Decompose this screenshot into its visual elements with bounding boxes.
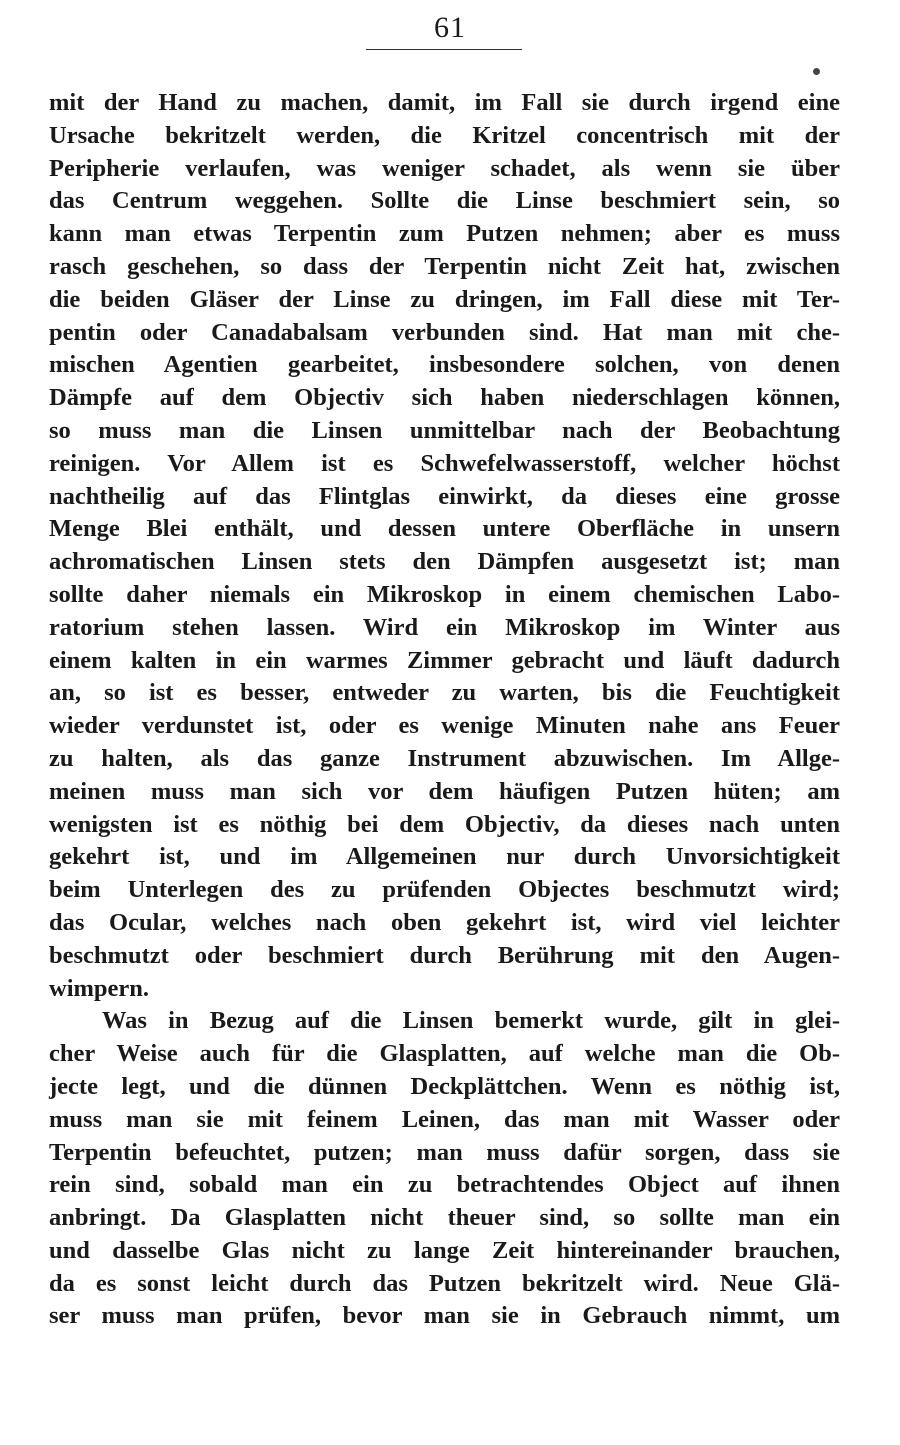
text-line: mit der Hand zu machen, damit, im Fall sie durch irgend eine — [49, 89, 840, 116]
text-line: reinigen. Vor Allem ist es Schwefelwasserstoff, welcher höchst — [49, 449, 840, 477]
text-line: gekehrt ist, und im Allgemeinen nur durch Unvorsichtigkeit — [49, 843, 840, 871]
text-line: da es sonst leicht durch das Putzen bekritzelt wird. Neue Glä- — [49, 1269, 840, 1297]
text-line: beschmutzt oder beschmiert durch Berührung mit den Augen- — [49, 941, 840, 969]
body-text — [49, 87, 840, 1333]
text-line: Terpentin befeuchtet, putzen; man muss dafür sorgen, dass sie — [49, 1138, 840, 1166]
text-line: Menge Blei enthält, und dessen untere Oberfläche in unsern — [49, 515, 840, 543]
text-line: cher Weise auch für die Glasplatten, auf welche man die Ob- — [49, 1040, 840, 1068]
text-line: kann man etwas Terpentin zum Putzen nehmen; aber es muss — [49, 220, 840, 248]
text-line: nachtheilig auf das Flintglas einwirkt, da dieses eine grosse — [49, 482, 840, 510]
text-line: meinen muss man sich vor dem häufigen Putzen hüten; am — [49, 777, 840, 805]
text-line: zu halten, als das ganze Instrument abzuwischen. Im Allge- — [49, 744, 840, 772]
text-line: anbringt. Da Glasplatten nicht theuer sind, so sollte man ein — [49, 1204, 840, 1232]
text-line: muss man sie mit feinem Leinen, das man mit Wasser oder — [49, 1105, 840, 1133]
text-line: mischen Agentien gearbeitet, insbesondere solchen, von denen — [49, 351, 840, 379]
text-line: das Centrum weggehen. Sollte die Linse beschmiert sein, so — [49, 187, 840, 215]
text-line: wieder verdunstet ist, oder es wenige Minuten nahe ans Feuer — [49, 712, 840, 740]
page-number: 61 — [434, 11, 466, 44]
text-line: pentin oder Canadabalsam verbunden sind. Hat man mit che- — [49, 318, 840, 346]
text-line: Was in Bezug auf die Linsen bemerkt wurde, gilt in glei- — [102, 1007, 840, 1035]
text-line: an, so ist es besser, entweder zu warten, bis die Feuchtigkeit — [49, 679, 840, 707]
text-line: einem kalten in ein warmes Zimmer gebracht und läuft dadurch — [49, 646, 840, 674]
text-line: jecte legt, und die dünnen Deckplättchen. Wenn es nöthig ist, — [49, 1072, 840, 1100]
text-line: so muss man die Linsen unmittelbar nach der Beobachtung — [49, 416, 840, 444]
text-line: Ursache bekritzelt werden, die Kritzel concentrisch mit der — [49, 121, 840, 149]
paragraph — [49, 1005, 840, 1333]
header-rule — [366, 49, 522, 50]
text-line: sollte daher niemals ein Mikroskop in einem chemischen Labo- — [49, 580, 840, 608]
text-line: rein sind, sobald man ein zu betrachtendes Object auf ihnen — [49, 1171, 840, 1199]
text-line: ser muss man prüfen, bevor man sie in Gebrauch nimmt, um — [49, 1302, 840, 1330]
text-line: Dämpfe auf dem Objectiv sich haben niederschlagen können, — [49, 384, 840, 412]
text-line: wenigsten ist es nöthig bei dem Objectiv, da dieses nach unten — [49, 810, 840, 838]
text-line: rasch geschehen, so dass der Terpentin nicht Zeit hat, zwischen — [49, 252, 840, 280]
text-line: die beiden Gläser der Linse zu dringen, im Fall diese mit Ter- — [49, 285, 840, 313]
text-line: und dasselbe Glas nicht zu lange Zeit hintereinander brauchen, — [49, 1236, 840, 1264]
ink-speck — [813, 68, 820, 75]
text-line: achromatischen Linsen stets den Dämpfen ausgesetzt ist; man — [49, 548, 840, 576]
text-line: Peripherie verlaufen, was weniger schadet, als wenn sie über — [49, 154, 840, 182]
text-line: ratorium stehen lassen. Wird ein Mikroskop im Winter aus — [49, 613, 840, 641]
text-line: beim Unterlegen des zu prüfenden Objectes beschmutzt wird; — [49, 876, 840, 904]
paragraph — [49, 87, 840, 1005]
text-line: das Ocular, welches nach oben gekehrt ist, wird viel leichter — [49, 908, 840, 936]
text-line: wimpern. — [49, 974, 150, 1002]
